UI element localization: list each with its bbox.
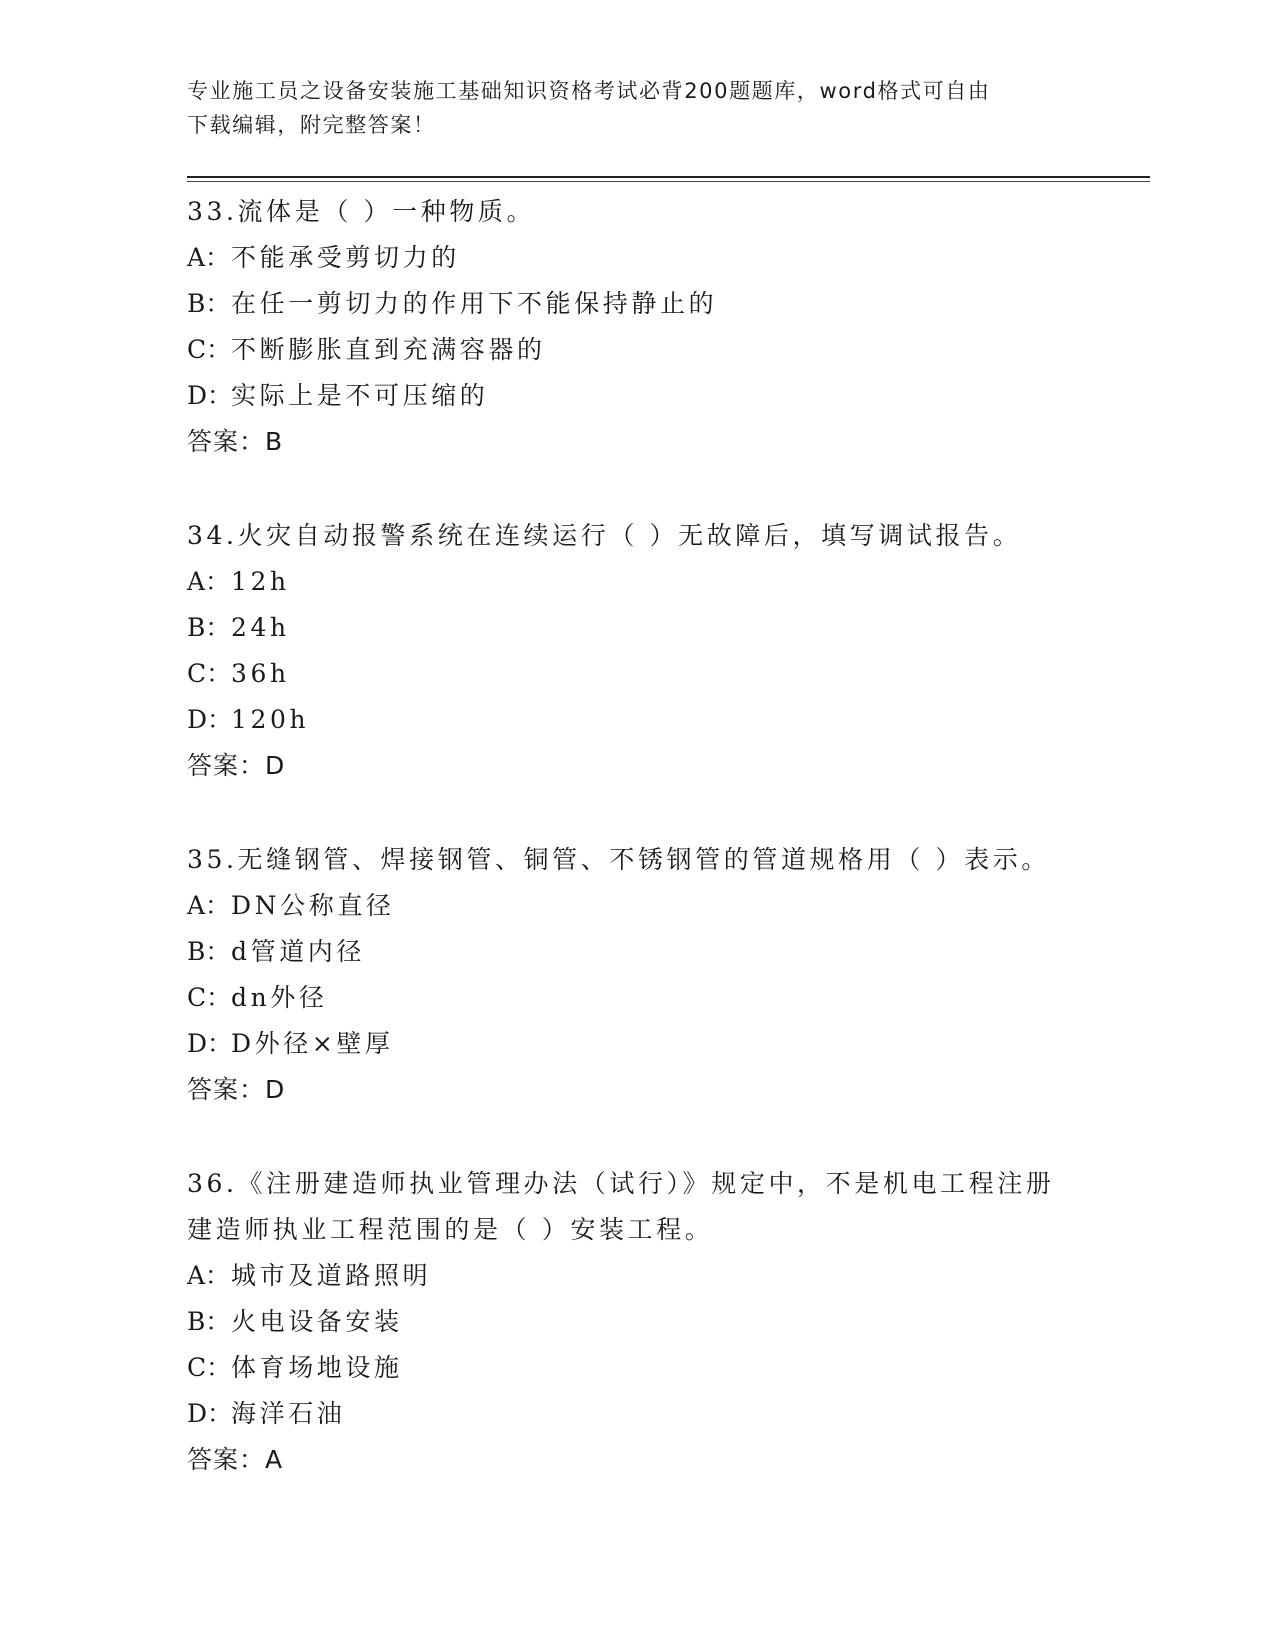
option-text: 120h xyxy=(231,705,310,734)
option-text: dn外径 xyxy=(231,983,328,1012)
option-letter: C： xyxy=(187,983,232,1012)
question-block xyxy=(187,513,1147,789)
question-stem: 建造师执业工程范围的是（ ）安装工程。 xyxy=(187,1215,714,1244)
question-stem: 36.《注册建造师执业管理办法（试行）》规定中，不是机电工程注册 xyxy=(187,1169,1055,1198)
option-letter: A： xyxy=(187,891,231,920)
option-text: 城市及道路照明 xyxy=(231,1261,432,1290)
option-letter: C： xyxy=(187,659,232,688)
header-divider-thin xyxy=(187,181,1150,182)
question-option xyxy=(187,605,1147,651)
option-letter: D： xyxy=(187,705,233,734)
option-text: 不断膨胀直到充满容器的 xyxy=(231,335,546,364)
question-option xyxy=(187,651,1147,697)
question-option xyxy=(187,883,1147,929)
option-text: DN公称直径 xyxy=(231,891,395,920)
option-text: 24h xyxy=(231,613,290,642)
answer-line: 答案：A xyxy=(187,1445,284,1474)
question-stem: 35.无缝钢管、焊接钢管、铜管、不锈钢管的管道规格用（ ）表示。 xyxy=(187,845,1050,874)
answer-line: 答案：D xyxy=(187,1075,286,1104)
option-text: 36h xyxy=(231,659,290,688)
option-letter: D： xyxy=(187,1029,233,1058)
question-block xyxy=(187,837,1147,1113)
document-header xyxy=(187,74,1087,142)
header-line-2: 下载编辑，附完整答案！ xyxy=(187,113,436,137)
option-text: 体育场地设施 xyxy=(231,1353,403,1382)
header-divider-thick xyxy=(187,176,1150,178)
option-text: 实际上是不可压缩的 xyxy=(231,381,489,410)
question-option xyxy=(187,1391,1147,1437)
question-option xyxy=(187,1253,1147,1299)
option-letter: A： xyxy=(187,1261,231,1290)
question-option xyxy=(187,373,1147,419)
option-text: 在任一剪切力的作用下不能保持静止的 xyxy=(231,289,718,318)
answer-line: 答案：D xyxy=(187,751,286,780)
option-letter: C： xyxy=(187,335,232,364)
option-text: 海洋石油 xyxy=(231,1399,346,1428)
option-letter: D： xyxy=(187,1399,233,1428)
question-option xyxy=(187,929,1147,975)
question-option xyxy=(187,559,1147,605)
question-block xyxy=(187,1161,1147,1483)
question-option xyxy=(187,1345,1147,1391)
option-letter: B： xyxy=(187,937,231,966)
option-letter: D： xyxy=(187,381,233,410)
header-line-1: 专业施工员之设备安装施工基础知识资格考试必背200题题库，word格式可自由 xyxy=(187,79,991,103)
question-option xyxy=(187,697,1147,743)
option-letter: A： xyxy=(187,567,231,596)
question-option xyxy=(187,281,1147,327)
option-text: 不能承受剪切力的 xyxy=(231,243,460,272)
question-block xyxy=(187,189,1147,465)
question-option xyxy=(187,975,1147,1021)
option-text: 12h xyxy=(231,567,290,596)
question-option xyxy=(187,327,1147,373)
option-letter: C： xyxy=(187,1353,232,1382)
question-option xyxy=(187,1299,1147,1345)
question-option xyxy=(187,1021,1147,1067)
option-text: d管道内径 xyxy=(231,937,366,966)
option-text: 火电设备安装 xyxy=(231,1307,403,1336)
question-stem: 34.火灾自动报警系统在连续运行（ ）无故障后，填写调试报告。 xyxy=(187,521,1022,550)
question-list xyxy=(187,189,1147,1531)
option-letter: A： xyxy=(187,243,231,272)
option-letter: B： xyxy=(187,289,231,318)
question-stem: 33.流体是（ ）一种物质。 xyxy=(187,197,536,226)
question-option xyxy=(187,235,1147,281)
option-letter: B： xyxy=(187,1307,231,1336)
answer-line: 答案：B xyxy=(187,427,284,456)
option-text: D外径×壁厚 xyxy=(231,1029,394,1058)
option-letter: B： xyxy=(187,613,231,642)
